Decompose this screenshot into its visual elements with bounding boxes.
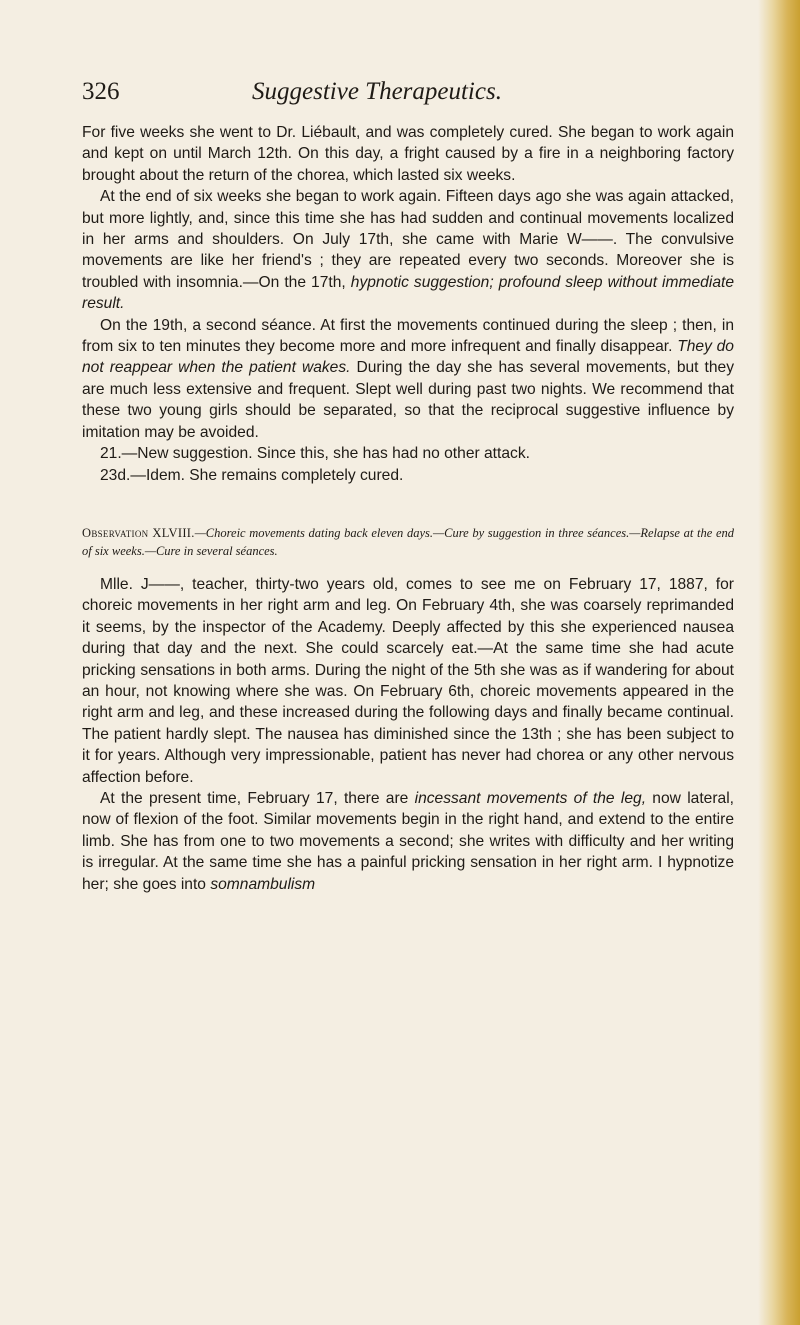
paragraph: 23d.—Idem. She remains completely cured. (100, 466, 404, 484)
observation-summary: —Choreic movements dating back eleven days.—Cure by suggestion in three séances.—Relapse at the end of six weeks.—Cure in several séances. (82, 525, 734, 558)
page-number: 326 (82, 78, 120, 105)
paragraph: For five weeks she went to Dr. Liébault, and was completely cured. She began to work again and kept on until March 12th. On this day, a fright caused by a fire in a neighboring factory brought about the return of the chorea, which lasted six weeks. (82, 124, 734, 184)
observation-heading (82, 524, 734, 560)
book-page (82, 78, 734, 895)
body-text (82, 122, 734, 895)
page-edge-decoration (758, 0, 800, 1325)
italic-text: incessant movements of the leg, (414, 789, 647, 807)
italic-text: They do not reappear when the patient wakes. (82, 338, 734, 377)
running-title: Suggestive Therapeutics. (252, 78, 502, 105)
paragraph: At the end of six weeks she began to work again. Fifteen days ago she was again attacked, but more lightly, and, since this time she has had sudden and continual movements localized in her arms and shoulders. On July 17th, she came with Marie W——. The convulsive movements are like her friend's ; they are repeated every two seconds. Moreover she is troubled with insomnia.—On the 17th, hypnotic suggestion; profound sleep without immediate result. (82, 188, 734, 313)
italic-text: somnambulism (210, 875, 316, 893)
page-header (82, 78, 734, 110)
paragraph: 21.—New suggestion. Since this, she has had no other attack. (100, 445, 530, 463)
italic-text: hypnotic suggestion; profound sleep without immediate result. (82, 273, 734, 313)
paragraph: At the present time, February 17, there are incessant movements of the leg, now lateral, now of flexion of the foot. Similar movements begin in the right hand, and extend to the entire limb. She has from one to two movements a second; she writes with difficulty and her writing is irregular. At the same time she has a painful pricking sensation in her right arm. I hypnotize her; she goes into somnambulism (82, 789, 734, 893)
paragraph: On the 19th, a second séance. At first the movements continued during the sleep ; then, in from six to ten minutes they become more and more infrequent and finally disappear. They do not reappear when the patient wakes. During the day she has several movements, but they are much less extensive and frequent. Slept well during past two nights. We recommend that these two young girls should be separated, so that the reciprocal suggestive influence by imitation may be avoided. (82, 316, 734, 441)
observation-label: Observation XLVIII. (82, 525, 195, 540)
paragraph: Mlle. J——, teacher, thirty-two years old, comes to see me on February 17, 1887, for choreic movements in her right arm and leg. On February 4th, she was coarsely reprimanded it seems, by the inspector of the Academy. Deeply affected by this she experienced nausea during that day and the next. She could scarcely eat.—At the same time she had acute pricking sensations in both arms. During the night of the 5th she was as if wandering for about an hour, not knowing where she was. On February 6th, choreic movements appeared in the right arm and leg, and these increased during the following days and finally became continual. The patient hardly slept. The nausea has diminished since the 13th ; she has been subject to it for years. Although very impressionable, patient has never had chorea or any other nervous affection before. (82, 575, 734, 786)
